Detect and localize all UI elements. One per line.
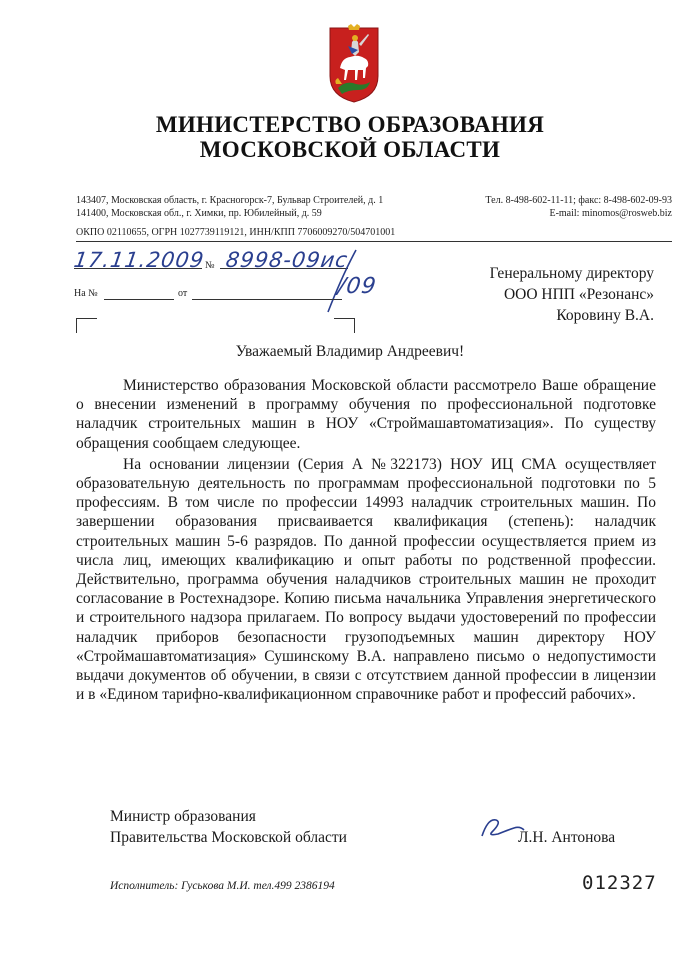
handwritten-date: 17.11.2009 [72, 248, 206, 272]
ministry-contacts-block [420, 194, 672, 220]
body-paragraph-2: На основании лицензии (Серия А №322173) НОУ ИЦ СМА осуществляет образовательную деятельность по программам профессиональной подготовки по 5 профессиям. В том числе по профессии 14993 наладчик строительных машин. По завершении образования присваивается квалификация (степень): наладчик строительных машин 5-6 разрядов. По данной профессии осуществляется прием из числа лиц, имеющих квалификацию и опыт работы по родственной профессии. Действительно, программа обучения наладчиков строительных машин не проходит согласование в Ростехнадзоре. Копию письма начальника Управления энергетического и строительного надзора прилагаем. По вопросу выдачи удостоверений по профессии наладчик приборов безопасности грузоподъемных машин директору НОУ «Строймашавтоматизация» Сушинскому В.А. направлено письмо о недопустимости выдачи документов об обучении, в связи с отсутствием данной профессии в лицензии и в «Едином тарифно-квалификационном справочнике работ и профессий рабочих». [76, 455, 656, 704]
ref-number-underline [104, 299, 174, 300]
ref-label: На № [74, 288, 98, 299]
handwritten-slash-mark [322, 246, 362, 316]
addressee-block [400, 263, 654, 326]
handwritten-number: 8998-09ис [224, 248, 350, 272]
greeting: Уважаемый Владимир Андреевич! [235, 343, 465, 360]
ministry-address-block [76, 194, 436, 220]
executor-info: Исполнитель: Гуськова М.И. тел.499 2386194 [110, 880, 335, 892]
corner-mark-right [334, 318, 355, 333]
serial-number: 012327 [582, 872, 657, 894]
letter-body [76, 376, 656, 704]
signatory-position [110, 806, 347, 848]
handwritten-correction: /09 [336, 274, 379, 299]
number-symbol: № [205, 260, 215, 271]
address-line-2: 141400, Московская обл., г. Химки, пр. Юбилейный, д. 59 [76, 208, 322, 219]
signatory-position-line1: Министр образования [110, 808, 256, 825]
email-text: E-mail: minomos@rosweb.biz [549, 208, 672, 219]
ref-from-label: от [178, 288, 188, 299]
address-line-1: 143407, Московская область, г. Красногорск-7, Бульвар Строителей, д. 1 [76, 195, 384, 206]
registration-codes: ОКПО 02110655, ОГРН 1027739119121, ИНН/КПП 7706009270/504701001 [76, 227, 396, 238]
ministry-title-line2: МОСКОВСКОЙ ОБЛАСТИ [199, 137, 501, 162]
addressee-name: Коровину В.А. [556, 307, 654, 324]
ref-date-underline [192, 299, 342, 300]
signatory-name: Л.Н. Антонова [518, 829, 616, 846]
addressee-position: Генеральному директору [489, 265, 654, 282]
body-paragraph-1: Министерство образования Московской области рассмотрело Ваше обращение о внесении изменений в программу обучения по профессиональной подготовке наладчик строительных машин в НОУ «Строймашавтоматизация». По существу обращения сообщаем следующее. [76, 377, 656, 452]
coat-of-arms-emblem [328, 24, 380, 104]
addressee-company: ООО НПП «Резонанс» [503, 286, 654, 303]
ministry-title-line1: МИНИСТЕРСТВО ОБРАЗОВАНИЯ [155, 112, 545, 137]
phone-fax-text: Тел. 8-498-602-11-11; факс: 8-498-602-09-93 [485, 195, 672, 206]
signatory-position-line2: Правительства Московской области [110, 829, 347, 846]
header-divider [76, 241, 672, 242]
corner-mark-left [76, 318, 97, 333]
